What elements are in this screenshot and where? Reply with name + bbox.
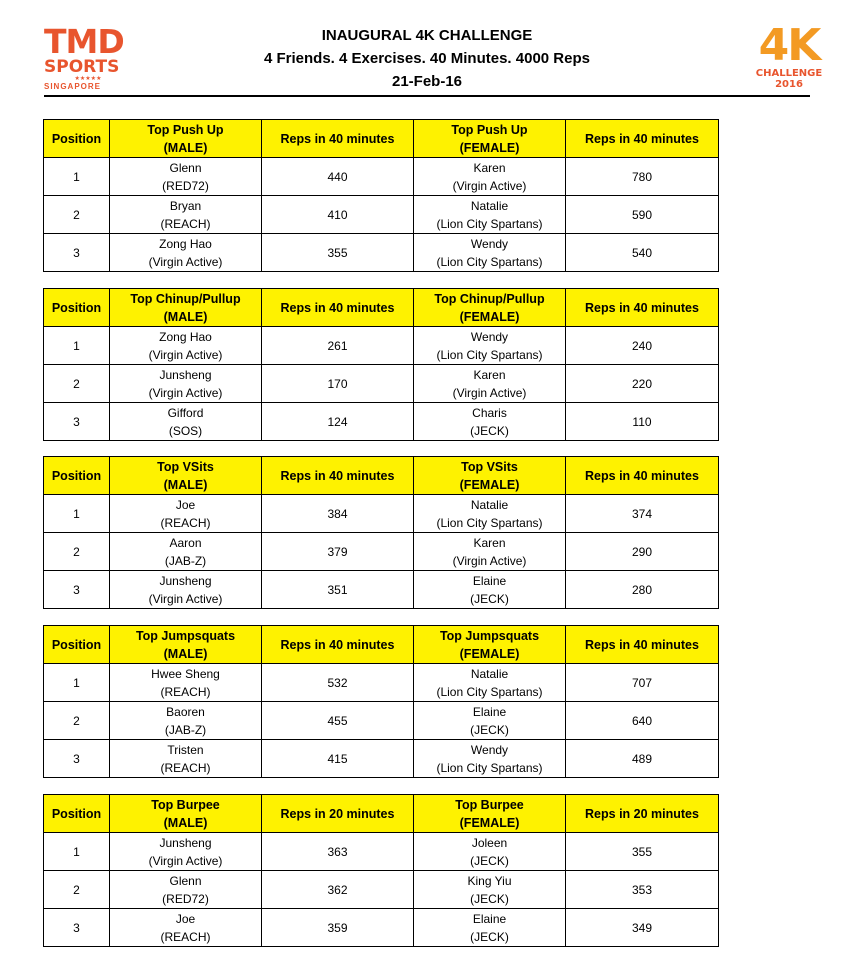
male-reps-header: Reps in 40 minutes [262,120,414,158]
male-athlete-name: Aaron [169,535,202,550]
female-reps-header: Reps in 40 minutes [566,457,719,495]
male-reps-cell: 261 [262,327,414,365]
female-athlete-club: (Lion City Spartans) [436,347,543,362]
female-athlete-name: Natalie [470,198,509,213]
male-athlete-club: (RED72) [162,891,209,906]
female-category-header [414,457,566,495]
table-row [44,833,719,871]
male-reps-header: Reps in 40 minutes [262,289,414,327]
table-row [44,871,719,909]
results-table [43,456,719,609]
male-athlete-club: (REACH) [160,684,211,699]
male-athlete-name: Zong Hao [159,236,212,251]
female-athlete-cell [414,533,566,571]
event-date: 21-Feb-16 [391,73,463,90]
male-athlete-name: Junsheng [159,573,212,588]
female-athlete-club: (Lion City Spartans) [436,515,543,530]
male-athlete-name: Gifford [167,405,204,420]
logo-singapore-text: SINGAPORE [44,82,102,91]
position-cell: 1 [44,158,110,196]
male-reps-header: Reps in 40 minutes [262,457,414,495]
male-category-title: Top Chinup/Pullup [130,291,241,306]
table-header-row [44,289,719,327]
table-row [44,909,719,947]
table-row [44,533,719,571]
male-athlete-club: (Virgin Active) [148,385,223,400]
male-athlete-cell [110,495,262,533]
female-athlete-cell [414,740,566,778]
male-athlete-club: (Virgin Active) [148,347,223,362]
male-athlete-cell [110,533,262,571]
female-athlete-cell [414,702,566,740]
position-cell: 2 [44,196,110,234]
table-row [44,403,719,441]
male-reps-cell: 440 [262,158,414,196]
male-athlete-cell [110,327,262,365]
table-header-row [44,626,719,664]
male-reps-cell: 410 [262,196,414,234]
female-category-title: Top Push Up [451,122,528,137]
table-row [44,495,719,533]
female-reps-cell: 540 [566,234,719,272]
female-category-sub: (FEMALE) [459,309,520,324]
logo-tmd-text: TMD [44,22,124,61]
position-cell: 2 [44,871,110,909]
female-reps-cell: 355 [566,833,719,871]
male-athlete-cell [110,158,262,196]
table-row [44,196,719,234]
female-athlete-club: (Virgin Active) [452,553,527,568]
female-athlete-club: (JECK) [470,853,509,868]
female-category-header [414,120,566,158]
logo-challenge-text: CHALLENGE [755,68,823,79]
female-athlete-name: Karen [473,160,506,175]
female-athlete-club: (Virgin Active) [452,385,527,400]
logo-stars-icon: ★★★★★ [74,76,102,82]
female-athlete-name: Wendy [470,236,509,251]
female-athlete-name: Karen [473,535,506,550]
male-athlete-club: (REACH) [160,515,211,530]
female-athlete-name: Wendy [470,329,509,344]
table-row [44,158,719,196]
male-athlete-club: (Virgin Active) [148,254,223,269]
male-category-sub: (MALE) [163,140,208,155]
female-athlete-cell [414,871,566,909]
logo-4k-text: 4K [758,20,820,71]
male-athlete-name: Glenn [169,160,202,175]
male-category-title: Top Jumpsquats [135,628,236,643]
female-category-sub: (FEMALE) [459,646,520,661]
female-athlete-name: Karen [473,367,506,382]
female-athlete-club: (JECK) [470,891,509,906]
male-athlete-club: (REACH) [160,929,211,944]
position-cell: 3 [44,571,110,609]
position-cell: 1 [44,833,110,871]
female-reps-cell: 240 [566,327,719,365]
male-athlete-name: Zong Hao [159,329,212,344]
female-athlete-cell [414,196,566,234]
female-reps-cell: 290 [566,533,719,571]
male-athlete-name: Joe [175,911,196,926]
male-athlete-cell [110,571,262,609]
female-category-title: Top Burpee [455,797,524,812]
male-category-sub: (MALE) [163,309,208,324]
male-reps-cell: 532 [262,664,414,702]
female-athlete-cell [414,327,566,365]
results-table [43,794,719,947]
table-row [44,365,719,403]
header-divider [44,95,810,97]
female-category-title: Top Chinup/Pullup [434,291,545,306]
female-athlete-name: Charis [472,405,507,420]
female-reps-cell: 220 [566,365,719,403]
female-athlete-cell [414,158,566,196]
female-reps-cell: 780 [566,158,719,196]
results-table [43,288,719,441]
female-athlete-name: Elaine [472,911,507,926]
female-athlete-cell [414,495,566,533]
female-reps-header: Reps in 40 minutes [566,626,719,664]
female-category-header [414,626,566,664]
male-athlete-club: (Virgin Active) [148,591,223,606]
male-athlete-club: (JAB-Z) [164,722,207,737]
female-reps-cell: 280 [566,571,719,609]
female-athlete-cell [414,365,566,403]
position-cell: 1 [44,327,110,365]
female-category-header [414,289,566,327]
results-table [43,625,719,778]
male-reps-cell: 415 [262,740,414,778]
results-table [43,119,719,272]
male-athlete-name: Hwee Sheng [151,666,220,681]
male-athlete-name: Tristen [167,742,204,757]
female-athlete-club: (Lion City Spartans) [436,684,543,699]
position-cell: 3 [44,909,110,947]
female-category-title: Top VSits [461,459,518,474]
female-reps-cell: 489 [566,740,719,778]
page-title: INAUGURAL 4K CHALLENGE [321,27,533,44]
male-category-header [110,120,262,158]
male-category-title: Top Push Up [147,122,224,137]
male-athlete-cell [110,833,262,871]
male-athlete-cell [110,871,262,909]
position-cell: 3 [44,234,110,272]
male-athlete-club: (SOS) [168,423,203,438]
female-category-sub: (FEMALE) [459,140,520,155]
female-athlete-name: Natalie [470,497,509,512]
female-reps-cell: 110 [566,403,719,441]
male-athlete-name: Baoren [166,704,205,719]
female-athlete-club: (JECK) [470,591,509,606]
male-athlete-club: (JAB-Z) [164,553,207,568]
position-cell: 2 [44,702,110,740]
female-athlete-cell [414,833,566,871]
female-athlete-name: Natalie [470,666,509,681]
male-category-title: Top VSits [157,459,214,474]
male-reps-cell: 124 [262,403,414,441]
male-athlete-name: Junsheng [159,835,212,850]
male-athlete-cell [110,365,262,403]
position-cell: 3 [44,403,110,441]
male-athlete-club: (REACH) [160,760,211,775]
male-category-header [110,626,262,664]
position-header: Position [44,626,110,664]
position-header: Position [44,795,110,833]
position-cell: 1 [44,495,110,533]
male-category-header [110,795,262,833]
table-row [44,327,719,365]
position-header: Position [44,457,110,495]
male-athlete-cell [110,909,262,947]
logo-sports-text: SPORTS [44,57,120,77]
male-reps-cell: 455 [262,702,414,740]
male-athlete-cell [110,196,262,234]
male-athlete-cell [110,664,262,702]
female-athlete-cell [414,403,566,441]
male-athlete-name: Glenn [169,873,202,888]
female-athlete-cell [414,664,566,702]
position-header: Position [44,289,110,327]
male-athlete-cell [110,403,262,441]
female-athlete-cell [414,909,566,947]
table-row [44,740,719,778]
male-athlete-club: (Virgin Active) [148,853,223,868]
female-athlete-name: Joleen [471,835,508,850]
female-category-header [414,795,566,833]
table-header-row [44,457,719,495]
male-category-sub: (MALE) [163,815,208,830]
male-reps-cell: 351 [262,571,414,609]
female-reps-cell: 353 [566,871,719,909]
female-reps-header: Reps in 20 minutes [566,795,719,833]
table-header-row [44,120,719,158]
male-athlete-club: (RED72) [162,178,209,193]
female-athlete-name: Elaine [472,573,507,588]
female-athlete-club: (Lion City Spartans) [436,216,543,231]
position-cell: 2 [44,365,110,403]
male-athlete-cell [110,702,262,740]
male-category-header [110,289,262,327]
male-category-header [110,457,262,495]
female-reps-header: Reps in 40 minutes [566,289,719,327]
male-category-sub: (MALE) [163,646,208,661]
female-category-sub: (FEMALE) [459,477,520,492]
male-reps-header: Reps in 20 minutes [262,795,414,833]
position-cell: 1 [44,664,110,702]
male-reps-cell: 170 [262,365,414,403]
female-reps-header: Reps in 40 minutes [566,120,719,158]
male-athlete-name: Junsheng [159,367,212,382]
female-reps-cell: 707 [566,664,719,702]
logo-year-text: 2016 [775,79,803,90]
table-row [44,702,719,740]
female-athlete-cell [414,571,566,609]
female-category-title: Top Jumpsquats [439,628,540,643]
position-cell: 3 [44,740,110,778]
female-reps-cell: 349 [566,909,719,947]
table-row [44,664,719,702]
male-reps-cell: 384 [262,495,414,533]
male-reps-cell: 362 [262,871,414,909]
male-athlete-name: Joe [175,497,196,512]
male-reps-cell: 355 [262,234,414,272]
table-header-row [44,795,719,833]
female-reps-cell: 374 [566,495,719,533]
female-reps-cell: 590 [566,196,719,234]
male-reps-cell: 363 [262,833,414,871]
male-reps-header: Reps in 40 minutes [262,626,414,664]
female-category-sub: (FEMALE) [459,815,520,830]
male-reps-cell: 379 [262,533,414,571]
male-category-title: Top Burpee [151,797,220,812]
male-athlete-name: Bryan [169,198,202,213]
female-athlete-club: (Lion City Spartans) [436,760,543,775]
page-subtitle: 4 Friends. 4 Exercises. 40 Minutes. 4000 Reps [263,50,590,67]
table-row [44,571,719,609]
male-category-sub: (MALE) [163,477,208,492]
female-athlete-club: (JECK) [470,929,509,944]
female-athlete-club: (JECK) [470,423,509,438]
position-cell: 2 [44,533,110,571]
position-header: Position [44,120,110,158]
female-athlete-cell [414,234,566,272]
male-athlete-cell [110,234,262,272]
male-reps-cell: 359 [262,909,414,947]
female-reps-cell: 640 [566,702,719,740]
female-athlete-name: Wendy [470,742,509,757]
female-athlete-club: (Lion City Spartans) [436,254,543,269]
female-athlete-club: (Virgin Active) [452,178,527,193]
male-athlete-club: (REACH) [160,216,211,231]
table-row [44,234,719,272]
female-athlete-name: King Yiu [467,873,512,888]
female-athlete-club: (JECK) [470,722,509,737]
female-athlete-name: Elaine [472,704,507,719]
male-athlete-cell [110,740,262,778]
